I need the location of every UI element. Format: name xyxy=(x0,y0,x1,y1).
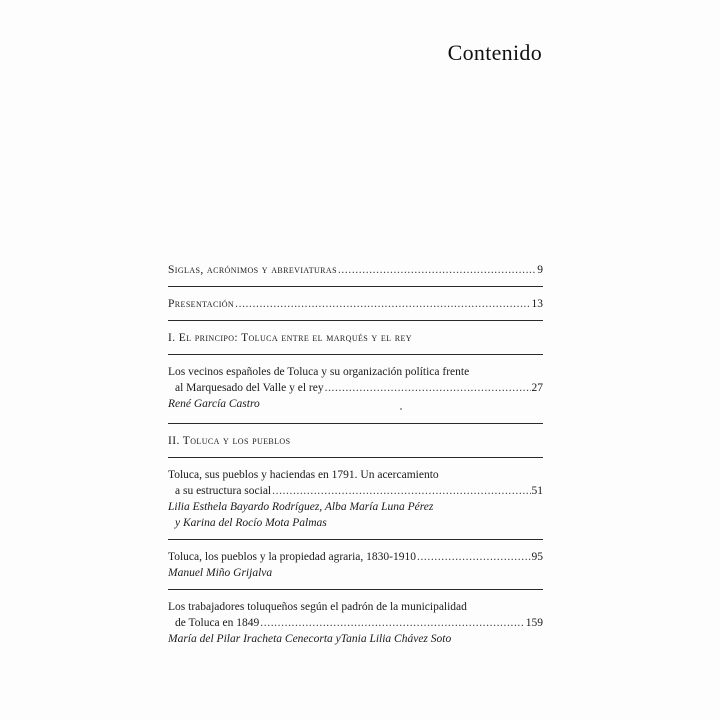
toc-entry-siglas[interactable] xyxy=(168,262,543,278)
chapter-title-line: Los trabajadores toluqueños según el padrón de la municipalidad xyxy=(168,601,467,613)
divider xyxy=(168,457,543,458)
chapter-author: Manuel Miño Grijalva xyxy=(168,567,273,579)
chapter-title-line: a su estructura social xyxy=(175,485,272,497)
chapter-title-line: de Toluca en 1849 xyxy=(175,617,260,629)
table-of-contents xyxy=(168,262,543,647)
toc-entry-chapter[interactable] xyxy=(168,599,543,647)
chapter-title-line-with-page xyxy=(168,615,543,631)
dot-leader xyxy=(417,549,531,565)
chapter-title-line-with-page xyxy=(168,483,543,499)
toc-page-number: 95 xyxy=(531,551,543,563)
chapter-title-line-with-page xyxy=(168,380,543,396)
chapter-author: Lilia Esthela Bayardo Rodríguez, Alba María Luna Pérez xyxy=(168,501,434,513)
chapter-author: María del Pilar Iracheta Cenecorta yTania Lilia Chávez Soto xyxy=(168,633,452,645)
toc-entry-chapter[interactable] xyxy=(168,364,543,412)
paper-speck xyxy=(400,408,402,410)
chapter-title-line: Los vecinos españoles de Toluca y su organización política frente xyxy=(168,366,470,378)
chapter-title-line: Toluca, sus pueblos y haciendas en 1791. Un acercamiento xyxy=(168,469,439,481)
chapter-title-line-with-page xyxy=(168,549,543,565)
toc-entry-chapter[interactable] xyxy=(168,467,543,531)
dot-leader xyxy=(338,262,536,278)
dot-leader xyxy=(325,380,531,396)
toc-entry-chapter[interactable] xyxy=(168,549,543,581)
toc-page-number: 27 xyxy=(531,382,543,394)
divider xyxy=(168,423,543,424)
toc-page-number: 13 xyxy=(531,298,543,310)
toc-entry-label: Siglas, acrónimos y abreviaturas xyxy=(168,264,337,276)
divider xyxy=(168,320,543,321)
toc-page-number: 51 xyxy=(531,485,543,497)
divider xyxy=(168,539,543,540)
divider xyxy=(168,286,543,287)
divider xyxy=(168,589,543,590)
dot-leader xyxy=(235,296,530,312)
toc-page-number: 9 xyxy=(537,264,543,276)
section-heading-1: I. El principo: Toluca entre el marqués y el rey xyxy=(168,332,412,344)
chapter-author: y Karina del Rocío Mota Palmas xyxy=(175,517,327,529)
divider xyxy=(168,354,543,355)
dot-leader xyxy=(260,615,524,631)
chapter-author: René García Castro xyxy=(168,398,260,410)
page-title: Contenido xyxy=(447,40,542,65)
toc-entry-label: Presentación xyxy=(168,298,235,310)
toc-page-number: 159 xyxy=(525,617,543,629)
section-heading-2: II. Toluca y los pueblos xyxy=(168,435,291,447)
chapter-title-line: al Marquesado del Valle y el rey xyxy=(175,382,324,394)
chapter-title-line: Toluca, los pueblos y la propiedad agraria, 1830-1910 xyxy=(168,551,416,563)
toc-entry-presentacion[interactable] xyxy=(168,296,543,312)
dot-leader xyxy=(272,483,530,499)
